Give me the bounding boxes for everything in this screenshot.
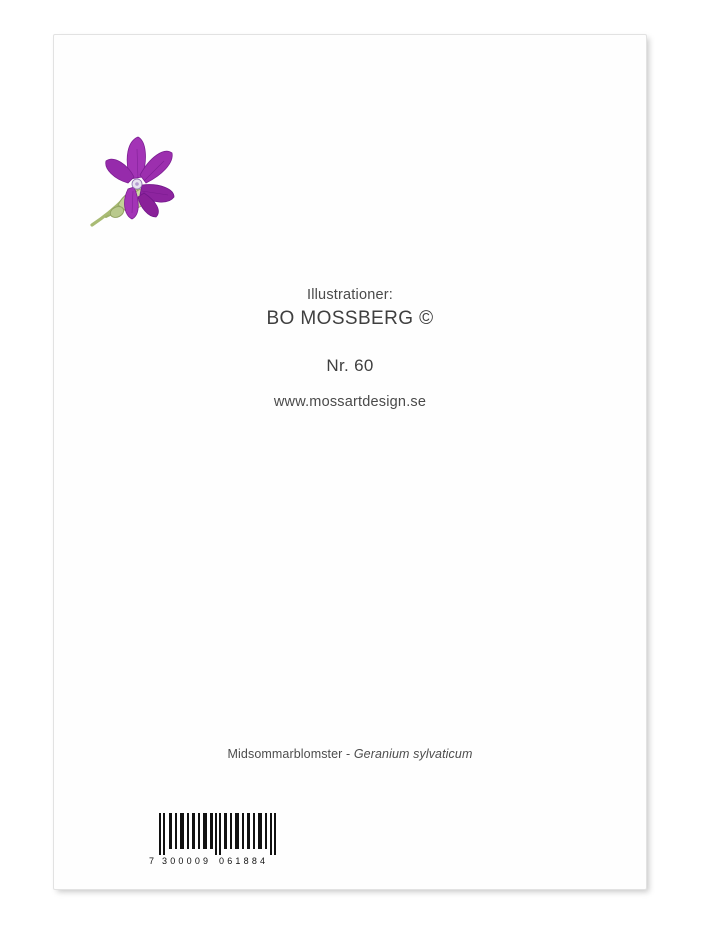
- barcode: [149, 813, 289, 870]
- credits-artist: BO MOSSBERG ©: [266, 308, 434, 329]
- barcode-bars: [149, 813, 281, 855]
- species-caption: [54, 747, 646, 761]
- barcode-left-group: 300009: [162, 856, 212, 866]
- species-latin-name: Geranium sylvaticum: [353, 747, 473, 761]
- credits-url: www.mossartdesign.se: [273, 394, 427, 410]
- barcode-lead-digit: 7: [149, 856, 155, 866]
- geranium-flower-illustration: [84, 113, 194, 233]
- credits-block: [54, 287, 646, 410]
- species-common-name: Midsommarblomster -: [227, 747, 354, 761]
- credits-number: Nr. 60: [326, 356, 374, 375]
- barcode-right-group: 061884: [219, 856, 269, 866]
- greeting-card-back: [53, 34, 647, 890]
- credits-label: Illustrationer:: [306, 287, 393, 303]
- barcode-digits: [149, 856, 289, 870]
